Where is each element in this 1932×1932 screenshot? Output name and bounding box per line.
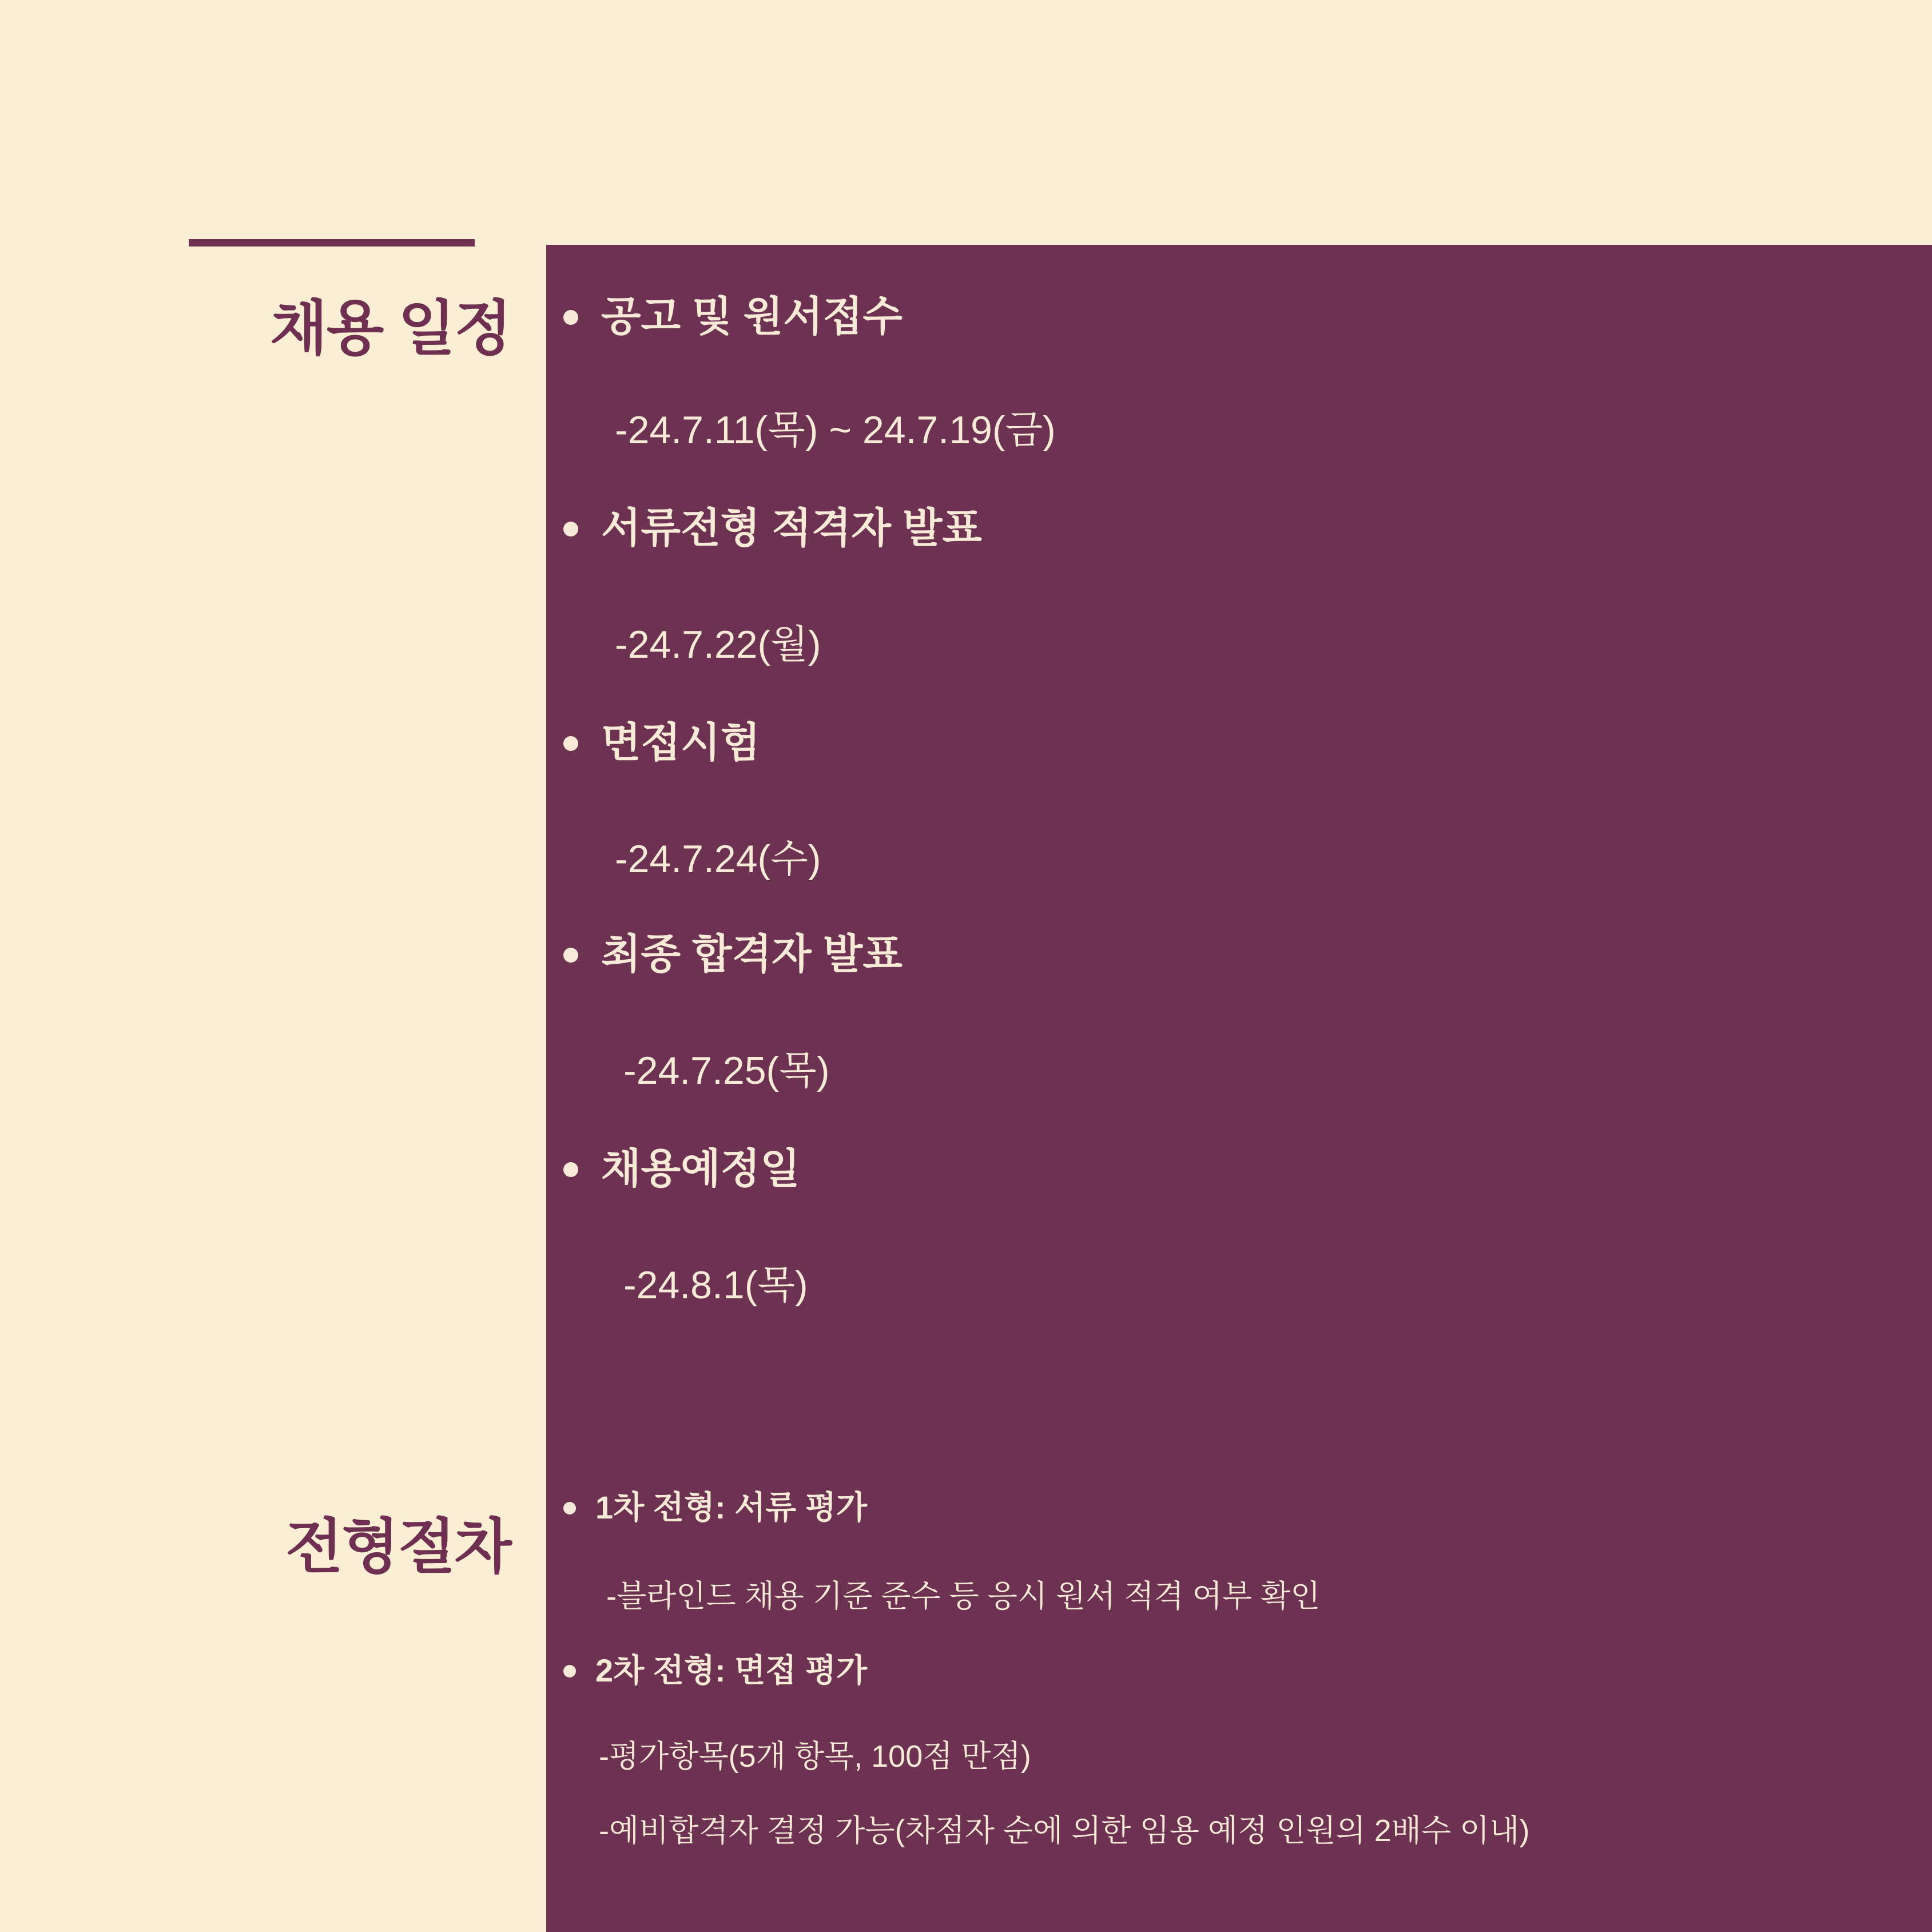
schedule-item-detail: -24.7.11(목) ~ 24.7.19(금) [615, 408, 1056, 452]
bullet-icon [563, 1162, 578, 1177]
section-label-schedule: 채용 일정 [270, 296, 511, 362]
schedule-item-detail: -24.8.1(목) [623, 1263, 808, 1307]
list-item [563, 508, 982, 549]
heading-rule [189, 239, 475, 247]
bullet-icon [563, 522, 578, 536]
schedule-item-title: 최종 합격자 발표 [601, 932, 903, 977]
list-item [563, 1652, 868, 1688]
schedule-item-title: 채용예정일 [601, 1146, 800, 1192]
content-panel [546, 245, 1932, 1932]
process-item-detail: -평가항목(5개 항목, 100점 만점) [599, 1739, 1031, 1774]
process-item-detail: -예비합격자 결정 가능(차점자 순에 의한 임용 예정 인원의 2배수 이내) [599, 1814, 1530, 1848]
process-item-title: 1차 전형: 서류 평가 [595, 1489, 868, 1525]
bullet-icon [563, 736, 578, 751]
bullet-icon [563, 1665, 576, 1677]
list-item [563, 294, 903, 340]
section-label-process: 전형절차 [285, 1514, 511, 1580]
schedule-item-title: 서류전형 적격자 발표 [601, 506, 982, 551]
list-item [563, 934, 903, 975]
list-item [563, 1489, 868, 1525]
schedule-item-title: 공고 및 원서접수 [601, 294, 903, 340]
bullet-icon [563, 310, 578, 325]
process-item-detail: -블라인드 채용 기준 준수 등 응시 원서 적격 여부 확인 [606, 1579, 1321, 1613]
schedule-item-detail: -24.7.25(목) [623, 1049, 830, 1092]
schedule-item-detail: -24.7.22(월) [615, 623, 821, 666]
bullet-icon [563, 1502, 576, 1514]
label-column [0, 0, 546, 1932]
list-item [563, 1148, 800, 1190]
list-item [563, 722, 760, 764]
bullet-icon [563, 948, 578, 963]
schedule-item-title: 면접시험 [601, 720, 761, 766]
schedule-item-detail: -24.7.24(수) [615, 837, 821, 881]
panel-inner [546, 245, 1932, 1932]
process-item-title: 2차 전형: 면접 평가 [595, 1652, 868, 1688]
